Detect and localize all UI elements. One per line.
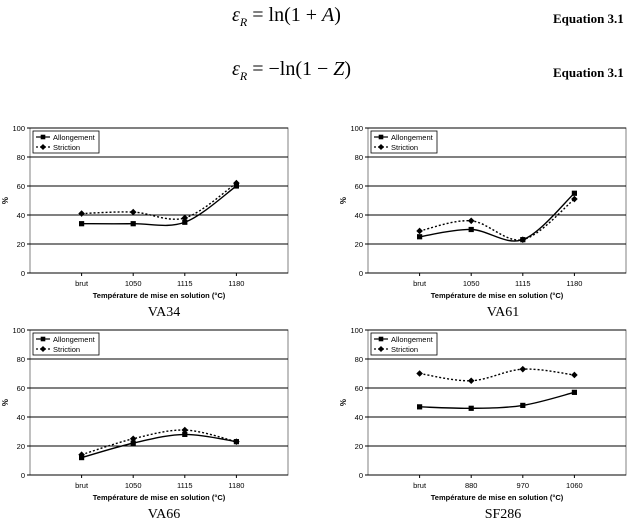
chart-va34 (0, 118, 300, 308)
data-point-allongement (79, 221, 84, 226)
data-point-allongement (469, 406, 474, 411)
x-tick-label: brut (75, 279, 89, 288)
legend-marker-square (41, 135, 46, 140)
x-tick-label: 1180 (228, 481, 245, 490)
data-point-allongement (417, 234, 422, 239)
y-axis-label: % (1, 398, 10, 407)
y-tick-label: 40 (16, 211, 25, 220)
legend (371, 131, 437, 153)
x-tick-label: 1050 (124, 481, 142, 490)
y-tick-label: 60 (354, 182, 363, 191)
y-tick-label: 0 (358, 269, 363, 278)
y-tick-label: 20 (354, 442, 363, 451)
y-tick-label: 20 (354, 240, 363, 249)
x-tick-label: 970 (516, 481, 530, 490)
x-axis-label: Température de mise en solution (°C) (92, 493, 226, 502)
y-tick-label: 100 (350, 124, 363, 133)
equation-2-label: Equation 3.1 (553, 65, 624, 80)
x-tick-label: 1050 (462, 279, 480, 288)
data-point-allongement (572, 390, 577, 395)
y-tick-label: 60 (354, 384, 363, 393)
caption-va66: VA66 (147, 507, 181, 522)
y-tick-label: 80 (354, 153, 363, 162)
legend-marker-square (379, 337, 384, 342)
caption-va34: VA34 (147, 305, 181, 320)
y-axis-label: % (339, 196, 348, 205)
caption-sf286: SF286 (484, 507, 522, 522)
legend-marker-square (41, 337, 46, 342)
y-tick-label: 20 (16, 442, 25, 451)
y-tick-label: 20 (16, 240, 25, 249)
x-tick-label: 1060 (566, 481, 583, 490)
x-axis-label: Température de mise en solution (°C) (92, 291, 226, 300)
data-point-allongement (417, 404, 422, 409)
x-tick-label: brut (413, 481, 427, 490)
y-tick-label: 0 (20, 471, 25, 480)
y-tick-label: 40 (354, 413, 363, 422)
data-point-allongement (520, 403, 525, 408)
y-tick-label: 100 (12, 326, 25, 335)
y-tick-label: 80 (16, 153, 25, 162)
legend (33, 131, 99, 153)
x-axis-label: Température de mise en solution (°C) (430, 493, 564, 502)
x-tick-label: brut (75, 481, 89, 490)
chart-va61 (338, 118, 635, 308)
equation-1-label: Equation 3.1 (553, 11, 624, 26)
legend (33, 333, 99, 355)
x-tick-label: brut (413, 279, 427, 288)
y-axis-label: % (1, 196, 10, 205)
y-tick-label: 80 (16, 355, 25, 364)
legend-label: Striction (391, 344, 419, 354)
legend (371, 333, 437, 355)
y-tick-label: 40 (354, 211, 363, 220)
y-tick-label: 40 (16, 413, 25, 422)
x-tick-label: 1115 (515, 279, 531, 288)
legend-label: Striction (391, 142, 419, 152)
data-point-allongement (469, 227, 474, 232)
legend-label: Allongement (53, 334, 95, 344)
y-tick-label: 60 (16, 182, 25, 191)
x-tick-label: 1115 (177, 481, 193, 490)
data-point-allongement (572, 191, 577, 196)
equation-1: $\varepsilon_R = \ln(1 + A)$ (232, 4, 341, 29)
y-tick-label: 80 (354, 355, 363, 364)
legend-label: Allongement (391, 132, 433, 142)
legend-marker-square (379, 135, 384, 140)
y-tick-label: 100 (12, 124, 25, 133)
x-tick-label: 1050 (124, 279, 142, 288)
legend-label: Allongement (391, 334, 433, 344)
y-tick-label: 0 (358, 471, 363, 480)
x-axis-label: Température de mise en solution (°C) (430, 291, 564, 300)
legend-label: Striction (53, 344, 81, 354)
x-tick-label: 1180 (566, 279, 583, 288)
data-point-allongement (131, 221, 136, 226)
x-tick-label: 1115 (177, 279, 193, 288)
equation-2: $\varepsilon_R = -\ln(1 - Z)$ (232, 58, 352, 83)
y-tick-label: 100 (350, 326, 363, 335)
caption-va61: VA61 (486, 305, 520, 320)
chart-sf286 (338, 320, 635, 510)
y-tick-label: 0 (20, 269, 25, 278)
x-tick-label: 880 (464, 481, 478, 490)
legend-label: Allongement (53, 132, 95, 142)
legend-label: Striction (53, 142, 81, 152)
chart-va66 (0, 320, 300, 510)
y-axis-label: % (339, 398, 348, 407)
y-tick-label: 60 (16, 384, 25, 393)
x-tick-label: 1180 (228, 279, 245, 288)
